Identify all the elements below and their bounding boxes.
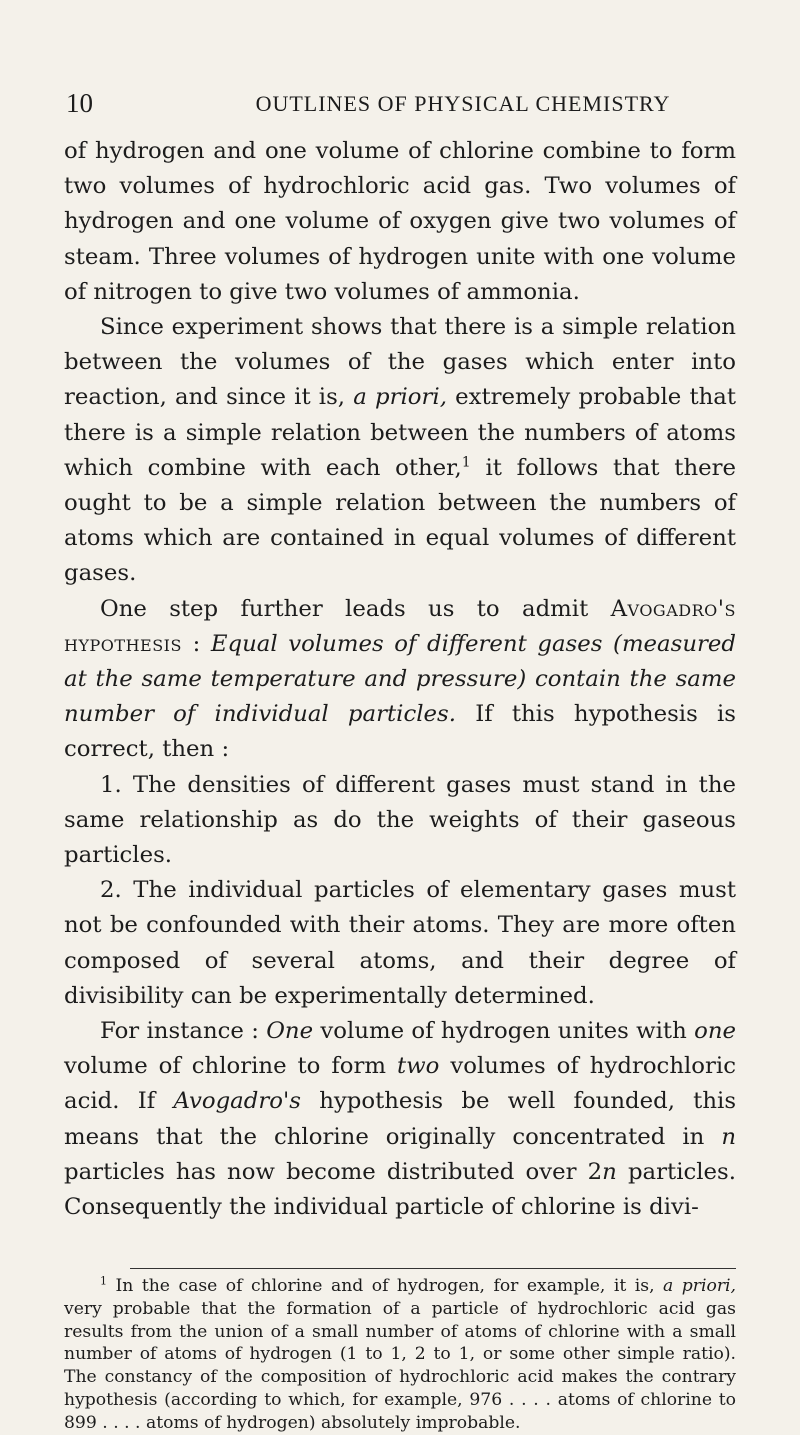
page-header (66, 88, 736, 122)
footnote-number: 1 (100, 1274, 107, 1288)
paragraph-4: For instance : One volume of hydrogen unites with one volume of chlorine to form two volumes of hydrochloric acid. If Avogadro's hypothesis be well founded, this means that the chlorine originally concentrated in n particles has now become distributed over 2n particles. Consequently the individual particle of chlorine is divi- (64, 1018, 737, 1221)
paragraph-2: Since experiment shows that there is a simple relation between the volumes of the gases which enter into reaction, and since it is, a priori, extremely probable that there is a simple relation between the numbers of atoms which combine with each other,$^1$ it follows that there ought to be a simple relation between the numbers of atoms which are contained in equal volumes of different gases. (64, 314, 737, 587)
body-text (64, 134, 736, 1225)
paragraph-1: of hydrogen and one volume of chlorine combine to form two volumes of hydrochloric acid gas. Two volumes of hydrogen and one volume of oxygen give two volumes of steam. Three volumes of hydrogen unite with one volume of nitrogen to give two volumes of ammonia. (64, 138, 736, 305)
avogadro-hypothesis-smallcaps: Avogadro's hypothesis (64, 595, 736, 657)
italic-a-priori: a priori, (353, 384, 447, 411)
page-number: 10 (66, 88, 93, 118)
list-item-1: 1. The densities of different gases must stand in the same relationship as do the weights of their gaseous particles. (64, 771, 736, 869)
list-item-2: 2. The individual particles of elementary gases must not be confounded with their atoms. They are more often composed of several atoms, and their degree of divisibility can be experimentally determined. (64, 877, 736, 1009)
running-title: OUTLINES OF PHYSICAL CHEMISTRY (255, 91, 671, 116)
footnote-marker: 1 (461, 454, 471, 471)
paragraph-3: One step further leads us to admit Avogadro's hypothesis : Equal volumes of different gases (measured at the same temperature and pressure) contain the same number of individual particles. If this hypothesis is correct, then : (64, 595, 737, 763)
footnote: $^1$ In the case of chlorine and of hydrogen, for example, it is, a priori, very probable that the formation of a particle of hydrochloric acid gas results from the union of a small number of atoms of chlorine with a small number of atoms of hydrogen (1 to 1, 2 to 1, or some other simple ratio). The constancy of the composition of hydrochloric acid makes the contrary hypothesis (according to which, for example, 976 . . . . atoms of chlorine to 899 . . . . atoms of hydrogen) absolutely improbable. (64, 1274, 736, 1433)
footnote-divider (130, 1268, 736, 1269)
